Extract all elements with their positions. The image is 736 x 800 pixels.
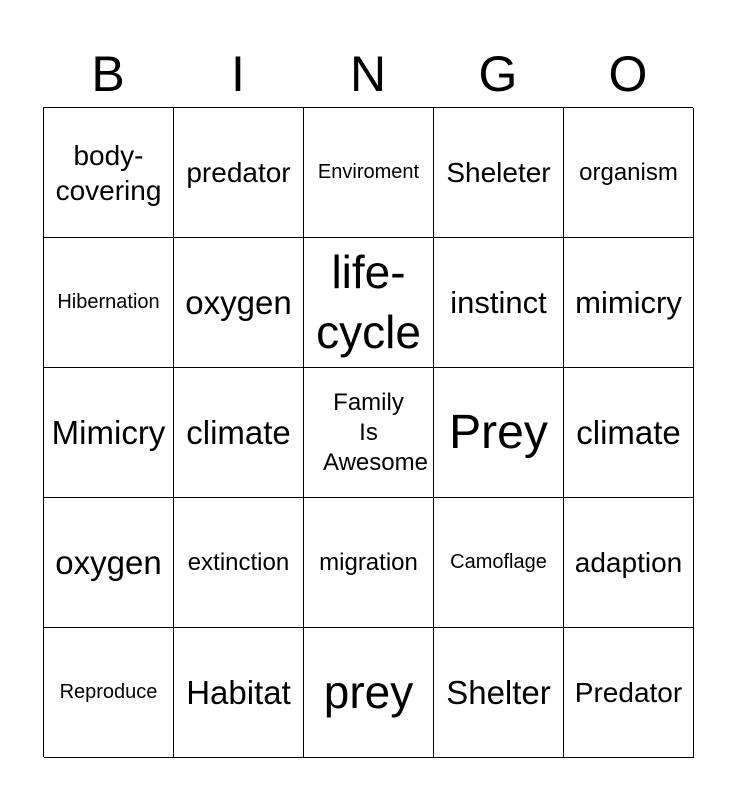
cell-label: Sheleter <box>446 157 551 188</box>
bingo-cell-r3-c2[interactable] <box>174 368 304 498</box>
bingo-cell-r5-c2[interactable] <box>174 628 304 758</box>
header-letter-b: B <box>91 46 125 102</box>
cell-label: Family Is Awesome <box>323 388 428 476</box>
bingo-cell-r2-c5[interactable] <box>564 238 694 368</box>
cell-label: organism <box>579 158 678 186</box>
cell-label: migration <box>319 548 418 576</box>
bingo-cell-r4-c1[interactable] <box>44 498 174 628</box>
bingo-cell-r1-c3[interactable] <box>304 108 434 238</box>
cell-label: Enviroment <box>317 161 420 183</box>
cell-label: oxygen <box>185 283 292 321</box>
bingo-cell-r3-c1[interactable] <box>44 368 174 498</box>
cell-label: mimicry <box>575 284 682 320</box>
cell-label: predator <box>186 157 291 188</box>
bingo-cell-r1-c4[interactable] <box>434 108 564 238</box>
cell-label: Shelter <box>446 673 551 711</box>
bingo-cell-r4-c4[interactable] <box>434 498 564 628</box>
bingo-cell-r3-c5[interactable] <box>564 368 694 498</box>
bingo-cell-r5-c3[interactable] <box>304 628 434 758</box>
cell-label: life-cycle <box>316 245 421 358</box>
bingo-header <box>43 40 693 108</box>
bingo-cell-r4-c3[interactable] <box>304 498 434 628</box>
bingo-cell-r2-c1[interactable] <box>44 238 174 368</box>
bingo-cell-r3-c3-free[interactable] <box>304 368 434 498</box>
cell-label: prey <box>323 665 414 718</box>
cell-label: Mimicry <box>51 413 166 451</box>
bingo-cell-r4-c5[interactable] <box>564 498 694 628</box>
cell-label: Hibernation <box>57 291 160 313</box>
cell-label: body-covering <box>55 139 162 206</box>
bingo-board <box>43 107 693 757</box>
header-letter-i: I <box>231 46 245 102</box>
bingo-cell-r5-c5[interactable] <box>564 628 694 758</box>
cell-label: climate <box>576 413 681 451</box>
cell-label: Predator <box>574 677 683 708</box>
bingo-cell-r2-c4[interactable] <box>434 238 564 368</box>
bingo-cell-r5-c4[interactable] <box>434 628 564 758</box>
bingo-cell-r2-c2[interactable] <box>174 238 304 368</box>
bingo-cell-r5-c1[interactable] <box>44 628 174 758</box>
bingo-cell-r2-c3[interactable] <box>304 238 434 368</box>
cell-label: adaption <box>574 547 683 578</box>
header-letter-g: G <box>478 46 518 102</box>
cell-label: Reproduce <box>59 681 158 703</box>
bingo-cell-r1-c1[interactable] <box>44 108 174 238</box>
cell-label: Prey <box>449 405 548 459</box>
header-letter-o: O <box>608 46 648 102</box>
bingo-cell-r1-c5[interactable] <box>564 108 694 238</box>
cell-label: extinction <box>187 548 290 576</box>
header-letter-n: N <box>349 46 387 102</box>
cell-label: Habitat <box>186 673 291 711</box>
cell-label: climate <box>186 413 291 451</box>
cell-label: oxygen <box>55 543 162 581</box>
bingo-cell-r3-c4[interactable] <box>434 368 564 498</box>
bingo-cell-r1-c2[interactable] <box>174 108 304 238</box>
cell-label: instinct <box>450 284 547 320</box>
cell-label: Camoflage <box>450 551 547 573</box>
bingo-cell-r4-c2[interactable] <box>174 498 304 628</box>
